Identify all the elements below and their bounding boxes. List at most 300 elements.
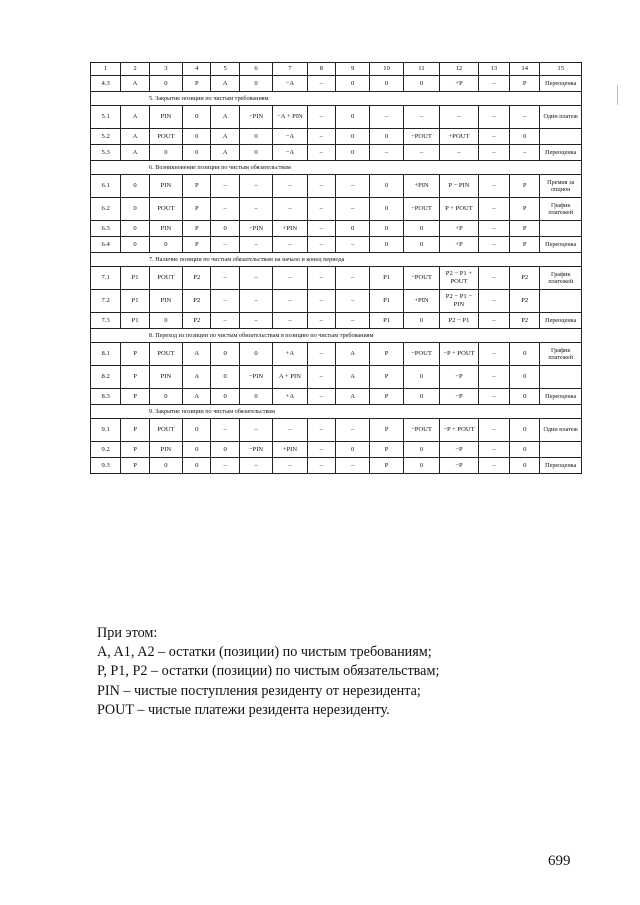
table-cell: 6.2: [91, 198, 121, 221]
table-cell: 8.1: [91, 343, 121, 366]
table-cell: POUT: [149, 198, 182, 221]
note-cell: Переоценка: [540, 389, 582, 405]
table-cell: P: [510, 198, 540, 221]
table-cell: 6.3: [91, 221, 121, 237]
table-cell: –: [307, 343, 335, 366]
table-cell: –: [478, 106, 509, 129]
table-cell: P1: [370, 267, 403, 290]
table-cell: −A: [273, 76, 307, 92]
table-cell: 8.3: [91, 389, 121, 405]
table-cell: –: [478, 221, 509, 237]
table-cell: 0: [335, 129, 369, 145]
table-cell: −P: [440, 458, 478, 474]
table-cell: –: [239, 198, 272, 221]
table-cell: –: [273, 198, 307, 221]
table-cell: −A: [273, 145, 307, 161]
table-row: [91, 237, 582, 253]
table-header-row: [91, 63, 582, 76]
table-row: [91, 343, 582, 366]
table-cell: P: [121, 419, 149, 442]
table-cell: –: [403, 145, 439, 161]
table-cell: –: [273, 313, 307, 329]
table-cell: +PIN: [403, 290, 439, 313]
table-cell: –: [478, 76, 509, 92]
column-header: 12: [440, 63, 478, 76]
table-cell: –: [478, 366, 509, 389]
table-cell: P: [121, 389, 149, 405]
note-cell: [540, 221, 582, 237]
table-cell: P: [370, 419, 403, 442]
table-cell: 0: [510, 442, 540, 458]
table-cell: 0: [211, 389, 239, 405]
section-row: [91, 253, 582, 267]
table-cell: −POUT: [403, 198, 439, 221]
column-header: 6: [239, 63, 272, 76]
table-cell: 7.3: [91, 313, 121, 329]
table-cell: P2: [510, 267, 540, 290]
table-cell: +PIN: [273, 442, 307, 458]
table-cell: –: [510, 145, 540, 161]
table-cell: –: [478, 442, 509, 458]
table-cell: P1: [121, 267, 149, 290]
table-cell: 0: [370, 129, 403, 145]
table-cell: –: [273, 267, 307, 290]
table-cell: 0: [510, 129, 540, 145]
table-cell: –: [478, 343, 509, 366]
table-row: [91, 76, 582, 92]
table-cell: P: [121, 442, 149, 458]
table-cell: 4.3: [91, 76, 121, 92]
table-cell: −PIN: [239, 366, 272, 389]
table-cell: PIN: [149, 221, 182, 237]
table-cell: –: [478, 290, 509, 313]
legend-line-a: A, A1, A2 – остатки (позиции) по чистым требованиям;: [97, 644, 432, 661]
table-cell: –: [335, 175, 369, 198]
table-cell: 0: [403, 313, 439, 329]
table-cell: A: [121, 106, 149, 129]
note-cell: Переоценка: [540, 313, 582, 329]
page-number: 699: [548, 853, 571, 869]
table-cell: P: [183, 198, 211, 221]
column-header: 13: [478, 63, 509, 76]
table-cell: 0: [121, 237, 149, 253]
section-title: 8. Переход из позиции по чистым обязательствам в позицию по чистым требованиям: [91, 329, 582, 343]
table-cell: –: [239, 267, 272, 290]
table-cell: 0: [403, 237, 439, 253]
table-cell: 0: [149, 389, 182, 405]
table-cell: 0: [370, 237, 403, 253]
table-cell: P: [370, 343, 403, 366]
table-cell: –: [335, 267, 369, 290]
table-cell: –: [335, 458, 369, 474]
table-cell: +POUT: [440, 129, 478, 145]
table-cell: P2 − P1: [440, 313, 478, 329]
section-row: [91, 161, 582, 175]
column-header: 8: [307, 63, 335, 76]
table-cell: 0: [211, 343, 239, 366]
legend-block: [97, 624, 597, 720]
table-row: [91, 221, 582, 237]
table-cell: –: [478, 419, 509, 442]
table-cell: 0: [239, 343, 272, 366]
table-cell: A: [183, 343, 211, 366]
table-cell: 7.1: [91, 267, 121, 290]
table-cell: 6.1: [91, 175, 121, 198]
table-cell: 0: [121, 175, 149, 198]
table-cell: 0: [149, 237, 182, 253]
table-cell: −A + PIN: [273, 106, 307, 129]
section-row: [91, 405, 582, 419]
column-header: 11: [403, 63, 439, 76]
note-cell: Переоценка: [540, 458, 582, 474]
table-cell: PIN: [149, 442, 182, 458]
table-cell: –: [440, 145, 478, 161]
table-cell: −A: [273, 129, 307, 145]
section-title: 6. Возникновение позиции по чистым обязательствам: [91, 161, 582, 175]
table-cell: P2: [510, 290, 540, 313]
table-cell: –: [307, 366, 335, 389]
table-cell: P1: [370, 313, 403, 329]
table-cell: 0: [510, 343, 540, 366]
table-cell: –: [239, 175, 272, 198]
table-cell: A: [211, 129, 239, 145]
table-cell: P + POUT: [440, 198, 478, 221]
table-cell: P: [370, 366, 403, 389]
table-cell: P2 − P1 + POUT: [440, 267, 478, 290]
table-cell: +P: [440, 221, 478, 237]
table-cell: –: [211, 267, 239, 290]
table-cell: –: [307, 290, 335, 313]
table-cell: 0: [211, 366, 239, 389]
table-cell: –: [273, 419, 307, 442]
table-cell: –: [273, 175, 307, 198]
table-cell: 0: [149, 76, 182, 92]
note-cell: Переоценка: [540, 145, 582, 161]
table-row: [91, 366, 582, 389]
table-cell: 0: [370, 76, 403, 92]
table-cell: 9.3: [91, 458, 121, 474]
table-cell: 9.1: [91, 419, 121, 442]
table-cell: 0: [403, 76, 439, 92]
column-header: 3: [149, 63, 182, 76]
table-cell: −P: [440, 442, 478, 458]
table-cell: −POUT: [403, 343, 439, 366]
table-row: [91, 458, 582, 474]
note-cell: [540, 442, 582, 458]
table-cell: –: [478, 145, 509, 161]
table-cell: P2: [183, 267, 211, 290]
table-cell: 0: [211, 442, 239, 458]
table-cell: –: [239, 419, 272, 442]
table-cell: A: [121, 129, 149, 145]
table-cell: P: [370, 442, 403, 458]
table-cell: 0: [370, 221, 403, 237]
table-cell: A: [211, 106, 239, 129]
table-cell: –: [307, 419, 335, 442]
table-cell: A: [121, 76, 149, 92]
table-cell: –: [335, 237, 369, 253]
table-cell: 0: [183, 458, 211, 474]
table-row: [91, 145, 582, 161]
table-cell: –: [307, 442, 335, 458]
section-row: [91, 329, 582, 343]
note-cell: Переоценка: [540, 76, 582, 92]
table-cell: 0: [183, 419, 211, 442]
table-cell: +PIN: [403, 175, 439, 198]
table-cell: A: [335, 343, 369, 366]
table-cell: 0: [510, 419, 540, 442]
table-cell: 0: [149, 145, 182, 161]
table-cell: POUT: [149, 419, 182, 442]
table-cell: 0: [335, 221, 369, 237]
table-cell: PIN: [149, 175, 182, 198]
table-cell: 5.2: [91, 129, 121, 145]
table-cell: 0: [239, 76, 272, 92]
table-cell: P: [510, 221, 540, 237]
table-row: [91, 290, 582, 313]
table-cell: 0: [183, 442, 211, 458]
table-cell: P: [183, 76, 211, 92]
table-cell: 0: [510, 366, 540, 389]
section-title: 9. Закрытие позиции по чистым обязательствам: [91, 405, 582, 419]
table-cell: 9.2: [91, 442, 121, 458]
note-cell: Один платеж: [540, 419, 582, 442]
note-cell: График платежей: [540, 267, 582, 290]
table-cell: P: [370, 458, 403, 474]
table-cell: A: [335, 389, 369, 405]
table-cell: –: [478, 175, 509, 198]
legend-line-p: P, P1, P2 – остатки (позиции) по чистым обязательствам;: [97, 663, 440, 680]
note-cell: Один платеж: [540, 106, 582, 129]
note-cell: [540, 290, 582, 313]
table-row: [91, 419, 582, 442]
table-cell: 0: [370, 198, 403, 221]
table-cell: 8.2: [91, 366, 121, 389]
table-cell: –: [335, 198, 369, 221]
table-cell: POUT: [149, 129, 182, 145]
table-cell: P: [370, 389, 403, 405]
column-header: 14: [510, 63, 540, 76]
table-row: [91, 267, 582, 290]
table-cell: P: [183, 221, 211, 237]
legend-line-pin: PIN – чистые поступления резиденту от нерезидента;: [97, 682, 421, 699]
table-cell: PIN: [149, 366, 182, 389]
table-cell: A: [183, 389, 211, 405]
table-cell: –: [307, 76, 335, 92]
table-cell: 0: [183, 129, 211, 145]
table-cell: 0: [239, 389, 272, 405]
table-cell: +A: [273, 343, 307, 366]
table-cell: –: [370, 145, 403, 161]
table-cell: –: [403, 106, 439, 129]
table-cell: P − PIN: [440, 175, 478, 198]
note-cell: График платежей: [540, 343, 582, 366]
table-cell: −PIN: [239, 106, 272, 129]
table-cell: P1: [370, 290, 403, 313]
table-cell: 5.3: [91, 145, 121, 161]
legend-intro: При этом:: [97, 625, 158, 641]
section-title: 7. Наличие позиции по чистым обязательствам на начало и конец периода: [91, 253, 582, 267]
table-cell: A: [335, 366, 369, 389]
table-cell: –: [307, 175, 335, 198]
table-cell: –: [211, 458, 239, 474]
table-cell: 0: [335, 76, 369, 92]
table-cell: –: [478, 458, 509, 474]
table-cell: –: [440, 106, 478, 129]
table-cell: –: [307, 313, 335, 329]
table-cell: –: [307, 145, 335, 161]
table-cell: 0: [510, 458, 540, 474]
table-cell: P: [183, 237, 211, 253]
table-cell: 0: [403, 366, 439, 389]
note-cell: График платежей: [540, 198, 582, 221]
table-cell: –: [307, 267, 335, 290]
table-cell: –: [307, 221, 335, 237]
table-cell: 0: [403, 221, 439, 237]
table-cell: –: [307, 237, 335, 253]
column-header: 7: [273, 63, 307, 76]
table-cell: –: [510, 106, 540, 129]
column-header: 9: [335, 63, 369, 76]
table-cell: −POUT: [403, 267, 439, 290]
table-cell: A: [211, 76, 239, 92]
table-row: [91, 106, 582, 129]
table-row: [91, 313, 582, 329]
legend-line-pout: POUT – чистые платежи резидента нерезиденту.: [97, 701, 390, 718]
table-cell: –: [478, 237, 509, 253]
table-cell: −P: [440, 389, 478, 405]
table-cell: A: [183, 366, 211, 389]
note-cell: Переоценка: [540, 237, 582, 253]
table-cell: −P + POUT: [440, 343, 478, 366]
table-cell: –: [478, 129, 509, 145]
table-cell: P: [510, 237, 540, 253]
section-row: [91, 92, 582, 106]
table-cell: P2: [183, 313, 211, 329]
table-cell: –: [211, 237, 239, 253]
table-cell: 0: [370, 175, 403, 198]
table-cell: 0: [149, 313, 182, 329]
table-cell: P2: [510, 313, 540, 329]
table-cell: 0: [149, 458, 182, 474]
column-header: 5: [211, 63, 239, 76]
table-cell: –: [273, 237, 307, 253]
column-header: 1: [91, 63, 121, 76]
table-cell: 0: [239, 129, 272, 145]
column-header: 2: [121, 63, 149, 76]
table-cell: POUT: [149, 267, 182, 290]
table-cell: –: [307, 129, 335, 145]
table-cell: –: [211, 198, 239, 221]
table-row: [91, 175, 582, 198]
table-cell: –: [335, 419, 369, 442]
table-cell: –: [307, 198, 335, 221]
table-cell: –: [273, 458, 307, 474]
table-row: [91, 198, 582, 221]
table-cell: –: [239, 313, 272, 329]
table-cell: +P: [440, 76, 478, 92]
table-cell: –: [335, 313, 369, 329]
table-cell: 0: [335, 106, 369, 129]
table-cell: +A: [273, 389, 307, 405]
table-cell: –: [478, 389, 509, 405]
table-cell: +P: [440, 237, 478, 253]
table-row: [91, 129, 582, 145]
table-cell: P: [183, 175, 211, 198]
table-cell: 5.1: [91, 106, 121, 129]
scan-edge-mark: [617, 85, 618, 105]
table-cell: –: [211, 313, 239, 329]
table-cell: –: [478, 313, 509, 329]
table-cell: P: [510, 76, 540, 92]
table-cell: P1: [121, 290, 149, 313]
table-cell: –: [478, 198, 509, 221]
table-cell: –: [370, 106, 403, 129]
table-cell: A: [121, 145, 149, 161]
table-cell: –: [307, 458, 335, 474]
table-cell: P1: [121, 313, 149, 329]
table-cell: A: [211, 145, 239, 161]
table-body: [91, 63, 582, 474]
table-cell: –: [239, 458, 272, 474]
table-cell: 0: [121, 221, 149, 237]
note-cell: Премия за опцион: [540, 175, 582, 198]
column-header: 15: [540, 63, 582, 76]
table-cell: −PIN: [239, 221, 272, 237]
column-header: 4: [183, 63, 211, 76]
table-cell: 0: [211, 221, 239, 237]
table-cell: P: [510, 175, 540, 198]
table-cell: 7.2: [91, 290, 121, 313]
table-row: [91, 442, 582, 458]
table-cell: −P + POUT: [440, 419, 478, 442]
table-cell: P2: [183, 290, 211, 313]
table-cell: –: [307, 389, 335, 405]
table-cell: –: [211, 175, 239, 198]
table-cell: −POUT: [403, 419, 439, 442]
table-cell: 0: [121, 198, 149, 221]
table-cell: –: [307, 106, 335, 129]
table-cell: −POUT: [403, 129, 439, 145]
table-cell: POUT: [149, 343, 182, 366]
table-cell: P2 − P1 − PIN: [440, 290, 478, 313]
table-cell: 0: [335, 442, 369, 458]
table-cell: –: [211, 419, 239, 442]
table-cell: –: [239, 290, 272, 313]
table-cell: 0: [403, 458, 439, 474]
note-cell: [540, 366, 582, 389]
table-cell: –: [335, 290, 369, 313]
table-cell: +PIN: [273, 221, 307, 237]
note-cell: [540, 129, 582, 145]
table-cell: 0: [403, 442, 439, 458]
table-cell: P: [121, 343, 149, 366]
table-cell: –: [478, 267, 509, 290]
table-cell: PIN: [149, 290, 182, 313]
column-header: 10: [370, 63, 403, 76]
table-cell: 0: [183, 106, 211, 129]
table-cell: A + PIN: [273, 366, 307, 389]
table-cell: 6.4: [91, 237, 121, 253]
position-table: [90, 62, 582, 474]
table-cell: 0: [403, 389, 439, 405]
table-cell: P: [121, 366, 149, 389]
table-cell: 0: [239, 145, 272, 161]
table-cell: –: [273, 290, 307, 313]
table-cell: 0: [510, 389, 540, 405]
table-cell: P: [121, 458, 149, 474]
table-row: [91, 389, 582, 405]
